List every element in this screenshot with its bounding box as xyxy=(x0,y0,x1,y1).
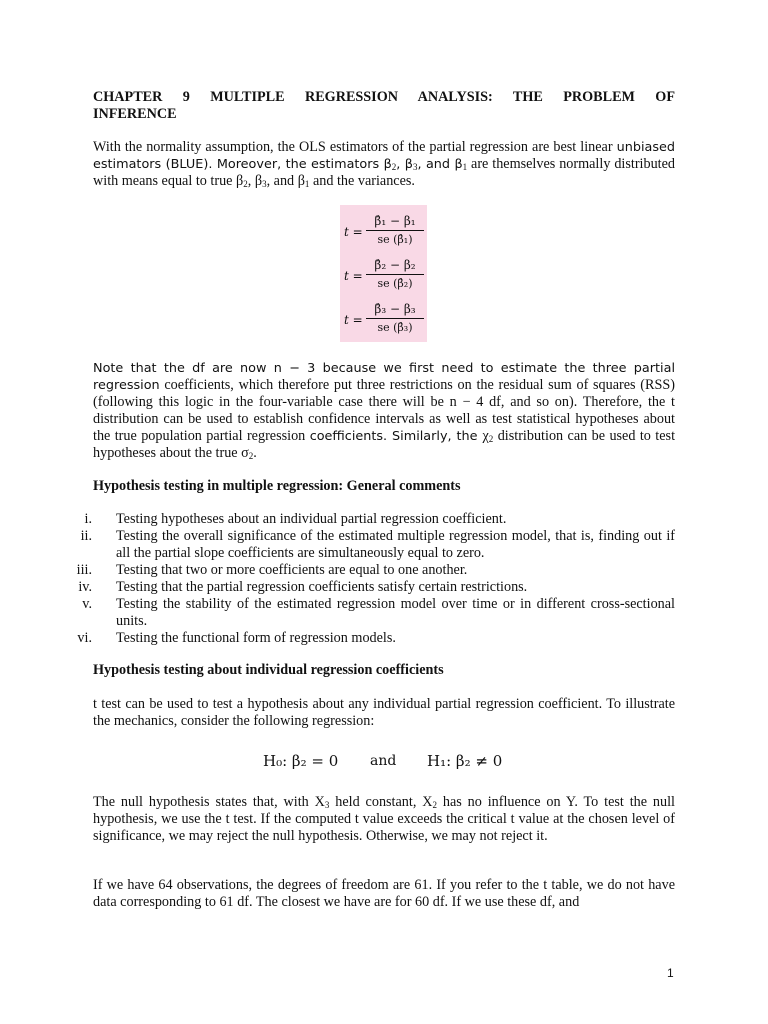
intro-paragraph: With the normality assumption, the OLS estimators of the partial regression are best linear unbiased estimators (BLUE). Moreover, the estimators $\beta_2$, $\beta_3$, and $\beta_1$ are themselves normally distributed with means equal to true $\beta_2$, $\beta_3$, and $\beta_1$ and the variances. xyxy=(93,139,675,189)
t-statistic-formulas xyxy=(340,205,427,342)
list-item: ii. Testing the overall significance of the estimated multiple regression model, that is, finding out if all the partial slope coefficients are simultaneously equal to zero. xyxy=(80,528,675,561)
formula-beta1: t = $\frac{\text{β̂₁ − β₁}}{\text{se (β̂₁)}}$ xyxy=(340,211,427,251)
list-item: iii. Testing that two or more coefficients are equal to one another. xyxy=(76,562,468,578)
alternative-hypothesis: H₁: β₂ ≠ 0 xyxy=(427,752,503,770)
heading-general-comments: Hypothesis testing in multiple regression: General comments xyxy=(93,478,461,494)
hypothesis-list xyxy=(70,511,675,647)
formula-beta2: t = $\frac{\text{β̂₂ − β₂}}{\text{se (β̂₂)}}$ xyxy=(340,255,427,295)
chapter-title xyxy=(93,89,675,123)
list-item: iv. Testing that the partial regression coefficients satisfy certain restrictions. xyxy=(78,579,528,595)
null-hypothesis-paragraph: The null hypothesis states that, with $X_3$ held constant, $X_2$ has no influence on Y. To test the null hypothesis, we use the t test. If the computed t value exceeds the critical t value at the chosen level of significance, we may reject the null hypothesis. Otherwise, we may not reject it. xyxy=(93,794,675,844)
t-test-paragraph: t test can be used to test a hypothesis about any individual partial regression coefficient. To illustrate the mechanics, consider the following regression: xyxy=(93,696,675,729)
observations-paragraph: If we have 64 observations, the degrees of freedom are 61. If you refer to the t table, we do not have data corresponding to 61 df. The closest we have are for 60 df. If we use these df, and xyxy=(93,877,675,910)
chapter-title-line2: INFERENCE xyxy=(93,106,177,122)
hypotheses-and: and xyxy=(370,753,397,769)
degrees-of-freedom-paragraph: Note that the df are now n − 3 because we first need to estimate the three partial regression coefficients, which therefore put three restrictions on the residual sum of squares (RSS) (following this logic in the four-variable case there will be n − 4 df, and so on). Therefore, the t distribution can be used to establish confidence intervals as well as test statistical hypotheses about the true population partial regression coefficients. Similarly, the $\chi_2$ distribution can be used to test hypotheses about the true $\sigma_2$. xyxy=(93,361,676,461)
formula-beta3: t = $\frac{\text{β̂₃ − β₃}}{\text{se (β̂₃)}}$ xyxy=(340,299,427,339)
chapter-title-line1: CHAPTER 9 MULTIPLE REGRESSION ANALYSIS: THE PROBLEM OF xyxy=(93,89,675,105)
list-item: v. Testing the stability of the estimated regression model over time or in different cross-sectional units. xyxy=(82,596,675,629)
hypotheses-equation xyxy=(263,752,513,774)
page-number: 1 xyxy=(667,966,674,980)
heading-individual-coefficients: Hypothesis testing about individual regression coefficients xyxy=(93,662,444,678)
list-item: i. Testing hypotheses about an individual partial regression coefficient. xyxy=(84,511,507,527)
list-item: vi. Testing the functional form of regression models. xyxy=(77,630,396,646)
null-hypothesis: H₀: β₂ = 0 xyxy=(263,752,339,770)
